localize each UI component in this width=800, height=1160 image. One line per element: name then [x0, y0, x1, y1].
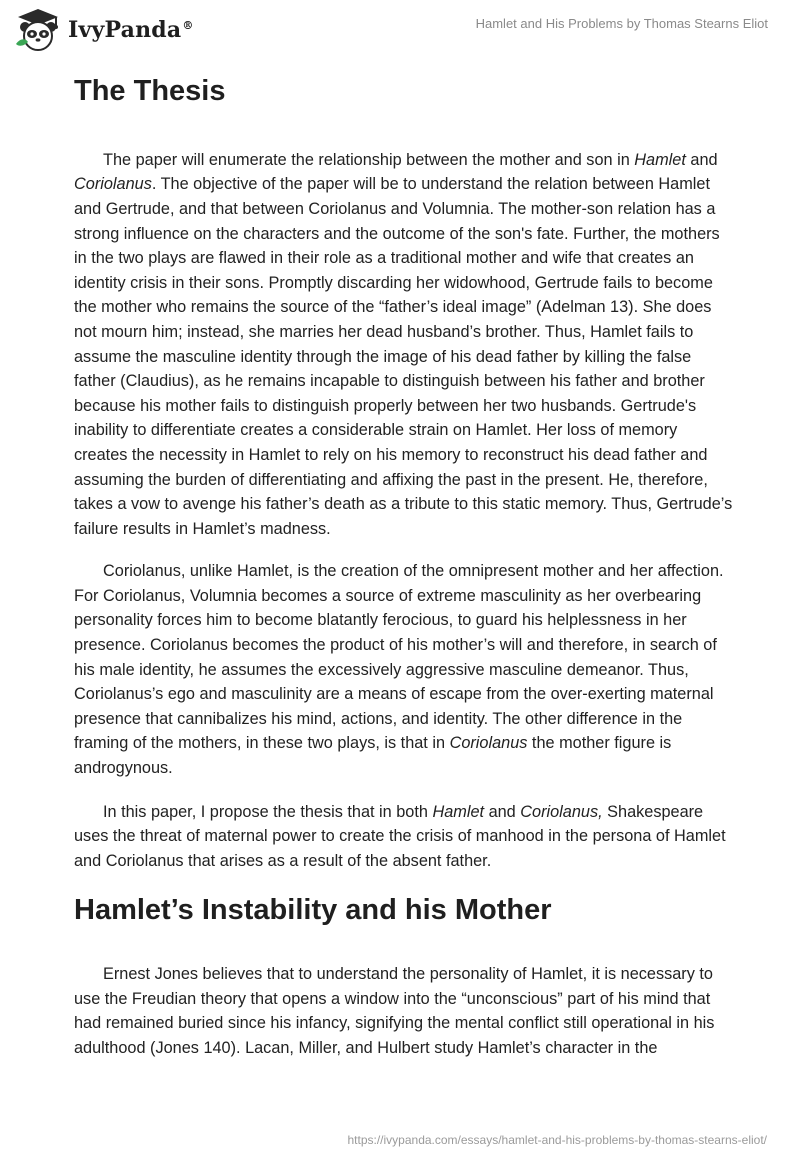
italic-title: Hamlet [634, 150, 686, 169]
italic-title: Coriolanus [74, 175, 152, 194]
section-heading-thesis: The Thesis [74, 75, 226, 107]
paragraph: Ernest Jones believes that to understand the personality of Hamlet, it is necessary to use the Freudian theory that opens a window into the “unconscious” part of his mind that had remained buried since his infancy, signifying the mental conflict still operational in his adulthood (Jones 140). Lacan, Miller, and Hulbert study Hamlet’s character in the [74, 965, 715, 1057]
page-header [0, 0, 800, 60]
essay-title: Hamlet and His Problems by Thomas Stearns Eliot [475, 16, 768, 31]
paragraph: The paper will enumerate the relationship between the mother and son in Hamlet and Coriolanus. The objective of the paper will be to understand the relation between Hamlet and Gertrude, and that between Coriolanus and Volumnia. The mother-son relation has a strong influence on the characters and the outcome of the son's fate. Further, the mothers in the two plays are flawed in their role as a traditional mother and wife that creates an identity crisis in their sons. Promptly discarding her widowhood, Gertrude fails to become the mother who remains the source of the “father’s ideal image” (Adelman 13). She does not mourn him; instead, she marries her dead husband’s brother. Thus, Hamlet fails to assume the masculine identity through the image of his dead father by killing the false father (Claudius), as he remains incapable to distinguish between his father and brother because his mother fails to distinguish properly between her two husbands. Gertrude's inability to differentiate creates a considerable strain on Hamlet. Her loss of memory creates the necessity in Hamlet to rely on his memory to reconstruct his dead father and assuming the burden of differentiating and affixing the past in the present. He, therefore, takes a vow to avenge his father’s death as a tribute to this static memory. Thus, Gertrude’s failure results in Hamlet’s madness. [74, 150, 733, 538]
paragraph: In this paper, I propose the thesis that in both Hamlet and Coriolanus, Shakespeare uses the threat of maternal power to create the crisis of manhood in the persona of Hamlet and Coriolanus that arises as a result of the absent father. [74, 802, 726, 870]
paragraph: Coriolanus, unlike Hamlet, is the creation of the omnipresent mother and her affection. For Coriolanus, Volumnia becomes a source of extreme masculinity as her overbearing personality forces him to become blatantly ferocious, to guard his helplessness in her presence. Coriolanus becomes the product of his mother’s will and therefore, in search of his male identity, he assumes the excessively aggressive masculine demeanor. Thus, Coriolanus’s ego and masculinity are a means of escape from the over-exerting maternal presence that cannibalizes his mind, actions, and identity. The other difference in the framing of the mothers, in these two plays, is that in Coriolanus the mother figure is androgynous. [74, 562, 724, 778]
brand-logo[interactable] [14, 8, 194, 52]
source-url[interactable]: https://ivypanda.com/essays/hamlet-and-his-problems-by-thomas-stearns-eliot/ [347, 1133, 767, 1147]
panda-logo-icon [14, 8, 62, 52]
brand-name: IvyPanda® [68, 17, 194, 43]
italic-title: Hamlet [432, 802, 485, 821]
italic-title: Coriolanus [449, 734, 528, 753]
essay-content [74, 60, 734, 1061]
italic-title: Coriolanus, [520, 802, 603, 821]
section-heading-instability: Hamlet’s Instability and his Mother [74, 894, 552, 927]
